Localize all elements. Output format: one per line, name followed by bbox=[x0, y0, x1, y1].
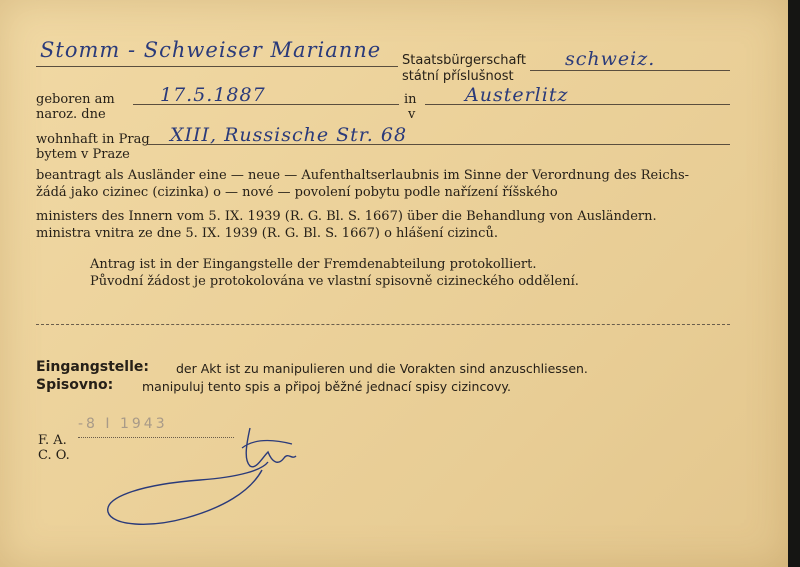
body-line-6: Původní žádost je protokolována ve vlastní spisovně cizineckého oddělení. bbox=[90, 274, 579, 289]
citizenship-label-cz: státní příslušnost bbox=[402, 69, 514, 84]
citizenship-label-de: Staatsbürgerschaft bbox=[402, 53, 526, 68]
residence-label-de: wohnhaft in Prag bbox=[36, 132, 150, 147]
address-handwritten: XIII, Russische Str. 68 bbox=[170, 124, 408, 146]
scan-border bbox=[788, 0, 800, 567]
in-label-cz: v bbox=[408, 107, 416, 122]
spisovna-text: manipuluj tento spis a připoj běžné jednací spisy cizincovy. bbox=[142, 379, 511, 394]
residence-label-cz: bytem v Praze bbox=[36, 147, 130, 162]
eingang-label: Eingangstelle: bbox=[36, 359, 149, 375]
name-handwritten: Stomm - Schweiser Marianne bbox=[40, 38, 382, 62]
co-label: C. O. bbox=[38, 448, 70, 463]
body-line-3: ministers des Innern vom 5. IX. 1939 (R. G. Bl. S. 1667) über die Behandlung von Ausländern. bbox=[36, 209, 657, 224]
body-line-1: beantragt als Ausländer eine — neue — Aufenthaltserlaubnis im Sinne der Verordnung des Reichs- bbox=[36, 168, 690, 183]
born-label-cz: naroz. dne bbox=[36, 107, 106, 122]
birth-place-handwritten: Austerlitz bbox=[465, 84, 569, 106]
date-stamp: -8 I 1943 bbox=[78, 416, 168, 432]
body-line-5: Antrag ist in der Eingangstelle der Fremdenabteilung protokolliert. bbox=[90, 257, 537, 272]
born-label-de: geboren am bbox=[36, 92, 115, 107]
spisovna-label: Spisovno: bbox=[36, 377, 114, 393]
body-line-2: žádá jako cizinec (cizinka) o — nové — povolení pobytu podle nařízení říšského bbox=[36, 185, 558, 200]
body-line-4: ministra vnitra ze dne 5. IX. 1939 (R. G. Bl. S. 1667) o hlášení cizinců. bbox=[36, 226, 498, 241]
in-label-de: in bbox=[404, 92, 417, 107]
fa-label: F. A. bbox=[38, 433, 67, 448]
citizenship-handwritten: schweiz. bbox=[565, 48, 656, 70]
eingang-text: der Akt ist zu manipulieren und die Vorakten sind anzuschliessen. bbox=[176, 361, 588, 376]
birth-date-handwritten: 17.5.1887 bbox=[160, 84, 266, 106]
